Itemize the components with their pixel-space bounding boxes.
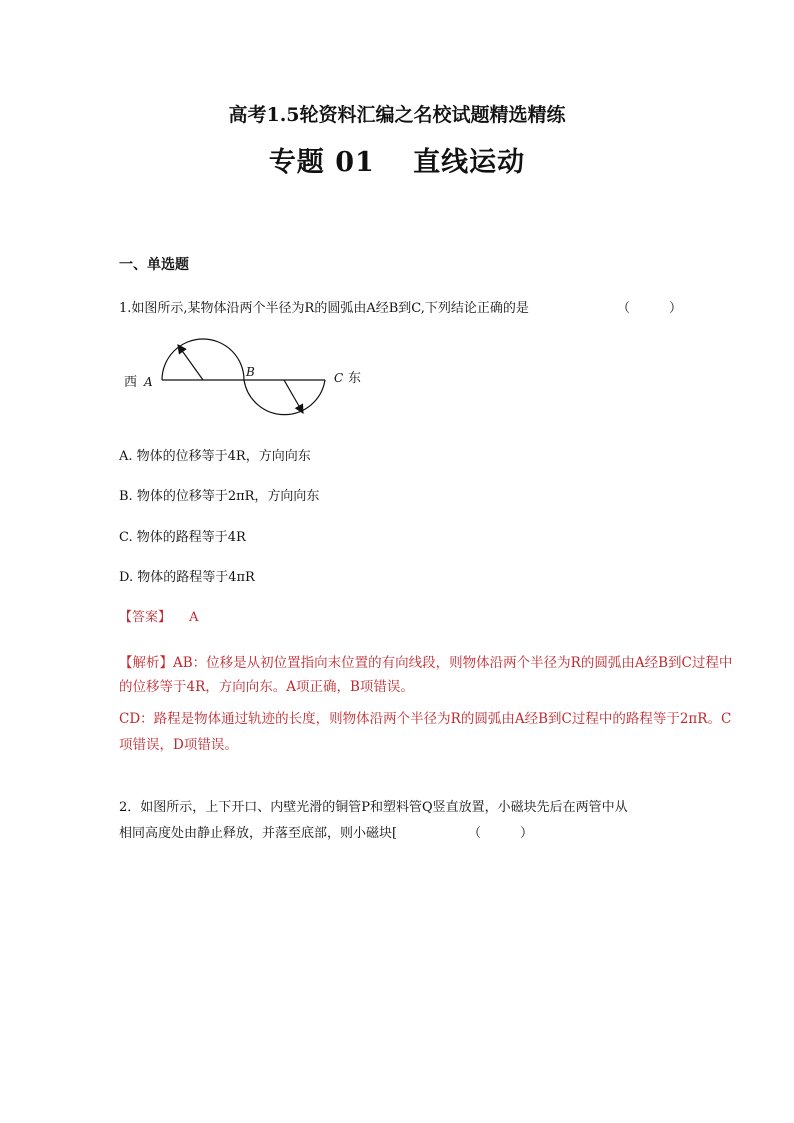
radius-arrow-upper xyxy=(178,345,203,380)
label-east: 东 xyxy=(348,371,362,386)
question-1-answer-blank: （ ） xyxy=(617,301,683,316)
question-2-stem-line-2: 相同高度处由静止释放，并落至底部，则小磁块[ xyxy=(119,826,398,841)
option-b: B. 物体的位移等于2πR，方向向东 xyxy=(119,489,320,504)
answer-line xyxy=(119,606,199,625)
option-d: D. 物体的路程等于4πR xyxy=(119,570,255,585)
label-west: 西 xyxy=(124,375,138,390)
answer-label: 【答案】 xyxy=(119,610,172,625)
option-c: C. 物体的路程等于4R xyxy=(119,530,246,545)
question-2-answer-blank: （ ） xyxy=(468,826,534,841)
analysis-line-2: 的位移等于4R，方向向东。A项正确，B项错误。 xyxy=(119,679,414,695)
question-2-stem-line-1: 2．如图所示，上下开口、内壁光滑的铜管P和塑料管Q竖直放置，小磁块先后在两管中从 xyxy=(119,800,628,815)
document-subtitle: 专题 01 直线运动 xyxy=(268,147,526,178)
analysis-line-3: CD：路程是物体通过轨迹的长度，则物体沿两个半径为R的圆弧由A经B到C过程中的路程等于2πR。C xyxy=(119,711,732,727)
label-point-a: A xyxy=(144,375,153,389)
document-title: 高考1.5轮资料汇编之名校试题精选精练 xyxy=(228,104,566,126)
analysis-line-4: 项错误，D项错误。 xyxy=(119,737,238,753)
answer-value: A xyxy=(189,610,199,625)
radius-arrow-lower xyxy=(284,380,303,413)
label-point-b: B xyxy=(246,365,255,379)
arc-path-diagram xyxy=(118,328,362,428)
section-heading: 一、单选题 xyxy=(119,257,189,273)
upper-arc xyxy=(162,339,244,380)
label-point-c: C xyxy=(334,371,344,385)
question-1-stem: 1.如图所示,某物体沿两个半径为R的圆弧由A经B到C,下列结论正确的是 xyxy=(119,301,529,316)
analysis-line-1: 【解析】AB：位移是从初位置指向末位置的有向线段，则物体沿两个半径为R的圆弧由A经B到C过程中 xyxy=(119,655,733,671)
option-a: A. 物体的位移等于4R，方向向东 xyxy=(119,449,311,464)
lower-arc xyxy=(244,380,325,415)
